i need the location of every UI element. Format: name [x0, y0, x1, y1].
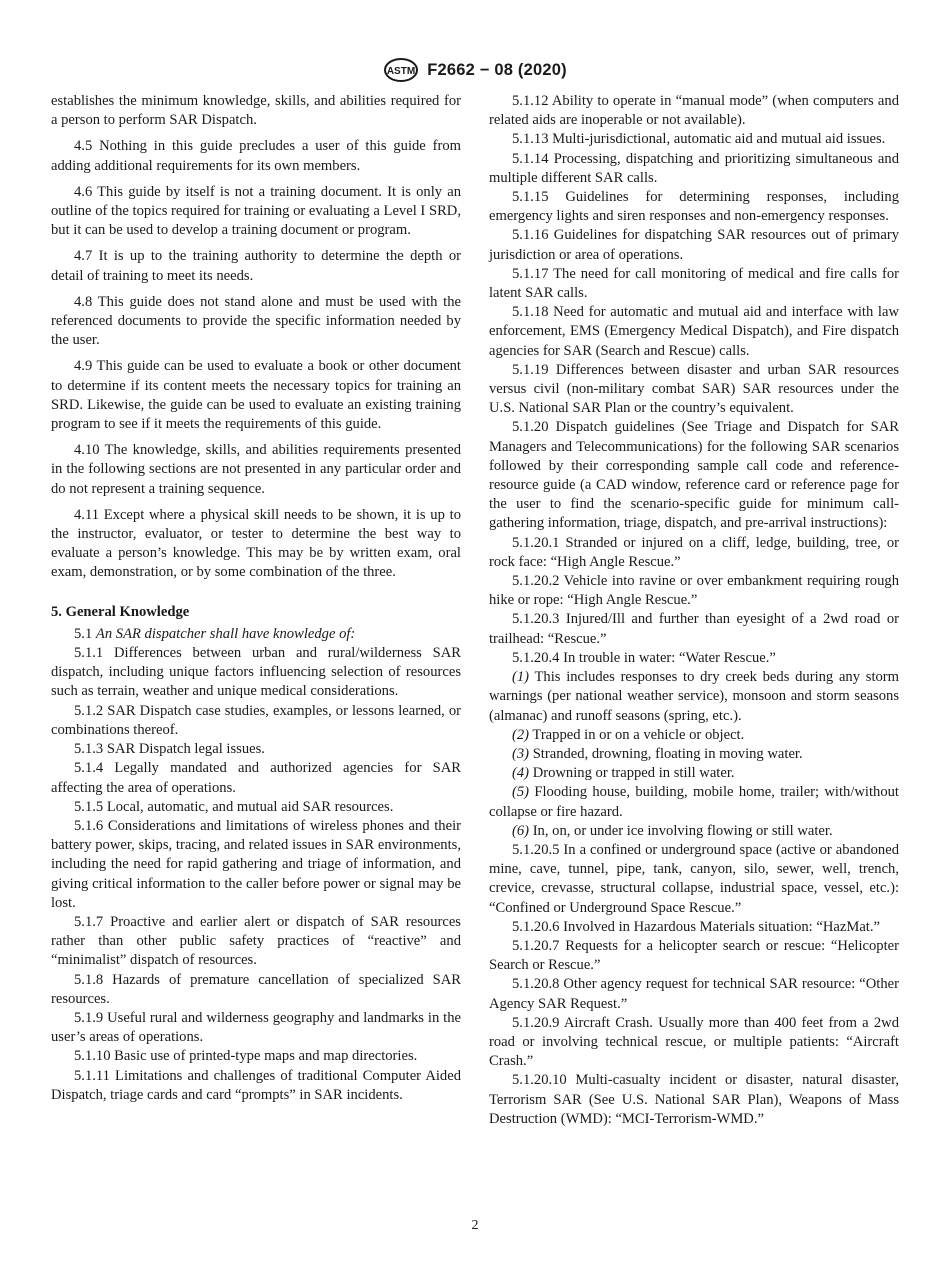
- paragraph: 4.7 It is up to the training authority to determine the depth or detail of training to meet its needs.: [51, 248, 461, 284]
- list-number: (1): [512, 669, 530, 686]
- list-text: Trapped in or on a vehicle or object.: [532, 726, 745, 743]
- paragraph: 5.1.20.7 Requests for a helicopter search or rescue: “Helicopter Search or Rescue.”: [489, 937, 899, 974]
- astm-logo-icon: [383, 58, 419, 82]
- paragraph: 5.1.13 Multi-jurisdictional, automatic aid and mutual aid issues.: [512, 131, 886, 148]
- list-number: (5): [512, 784, 530, 801]
- paragraph: 5.1.10 Basic use of printed-type maps and map directories.: [74, 1048, 418, 1065]
- standard-designation: F2662 − 08 (2020): [427, 60, 567, 79]
- paragraph: 5.1.20.3 Injured/Ill and further than eyesight of a 2wd road or trailhead: “Rescue.”: [489, 611, 899, 647]
- paragraph: 5.1.7 Proactive and earlier alert or dispatch of SAR resources rather than other public safety practices of “reactive” and “minimalist” dispatch of resources.: [51, 913, 461, 969]
- clause-number: 5.1: [74, 625, 93, 642]
- list-item: [489, 726, 899, 745]
- list-number: (6): [512, 822, 530, 839]
- paragraph: 4.11 Except where a physical skill needs to be shown, it is up to the instructor, evaluator, or tester to determine the best way to evaluate a person’s knowledge. This may be by written exam, oral exam, demonstration, or by some combination of the three.: [51, 506, 461, 581]
- paragraph: 5.1.12 Ability to operate in “manual mode” (when computers and related aids are inoperable or not available).: [489, 93, 899, 129]
- paragraph: 5.1.1 Differences between urban and rural/wilderness SAR dispatch, including unique factors influencing selection of resources such as terrain, weather and unique medical considerations.: [51, 645, 461, 700]
- paragraph: 5.1.20.1 Stranded or injured on a cliff, ledge, building, tree, or rock face: “High Angle Rescue.”: [489, 534, 899, 570]
- list-text: This includes responses to dry creek beds during any storm warnings (per national weather service), monsoon and storm seasons (almanac) and runoff seasons (spring, etc.).: [489, 669, 900, 724]
- page-header: [0, 57, 950, 83]
- paragraph: 5.1.20.6 Involved in Hazardous Materials situation: “HazMat.”: [512, 918, 880, 935]
- paragraph: 5.1.20.5 In a confined or underground space (active or abandoned mine, cave, tunnel, pipe, tank, canyon, silo, sewer, well, trench, crevice, crevasse, structural collapse, industrial space, vessel, etc.): “Confined or Underground Space Rescue.”: [489, 841, 899, 916]
- svg-text:ASTM: ASTM: [387, 66, 416, 77]
- paragraph: 4.10 The knowledge, skills, and abilities requirements presented in the following sections are not presented in any particular order and do not represent a training sequence.: [51, 442, 461, 497]
- paragraph: 4.5 Nothing in this guide precludes a user of this guide from adding additional requirements for its own members.: [51, 138, 461, 174]
- paragraph: 5.1.20.4 In trouble in water: “Water Rescue.”: [512, 649, 776, 666]
- paragraph: 5.1.5 Local, automatic, and mutual aid SAR resources.: [74, 798, 394, 815]
- paragraph: 5.1.17 The need for call monitoring of medical and fire calls for latent SAR calls.: [489, 265, 899, 302]
- paragraph: 5.1.16 Guidelines for dispatching SAR resources out of primary jurisdiction or area of operations.: [489, 227, 899, 263]
- paragraph: 5.1.20 Dispatch guidelines (See Triage and Dispatch for SAR Managers and Telecommunications) for the following SAR scenarios followed by their corresponding sample call code and reference-resource guide (a CAD window, reference card or reference page for the user to find the scenario-specific guide for minimum call-gathering information, triage, dispatch, and pre-arrival instructions):: [489, 419, 899, 532]
- paragraph: 5.1.20.2 Vehicle into ravine or over embankment requiring rough hike or rope: “High Angle Rescue.”: [489, 573, 899, 609]
- left-column: [51, 92, 461, 1105]
- list-item: [489, 764, 899, 783]
- list-text: Drowning or trapped in still water.: [532, 765, 735, 782]
- paragraph: 5.1.6 Considerations and limitations of wireless phones and their battery power, skips, tracing, and related issues in SAR environments, including the need for rapid gathering and triage of information, and giving critical information to the caller before power or signal may be lost.: [51, 817, 461, 911]
- paragraph: [51, 625, 461, 644]
- right-column: [489, 92, 899, 1129]
- paragraph: establishes the minimum knowledge, skills, and abilities required for a person to perform SAR Dispatch.: [51, 93, 461, 129]
- list-number: (3): [512, 745, 530, 762]
- list-number: (4): [512, 765, 530, 782]
- paragraph: 5.1.20.8 Other agency request for technical SAR resource: “Other Agency SAR Request.”: [489, 976, 899, 1012]
- list-item: [489, 783, 899, 821]
- paragraph: 4.6 This guide by itself is not a training document. It is only an outline of the topics required for training or evaluating a Level I SRD, but it can be used to develop a training document or program.: [51, 183, 461, 239]
- list-item: [489, 668, 899, 726]
- page-number: 2: [471, 1218, 479, 1233]
- paragraph: 5.1.18 Need for automatic and mutual aid and interface with law enforcement, EMS (Emergency Medical Dispatch), and Fire dispatch agencies for SAR (Search and Rescue) calls.: [489, 304, 899, 359]
- list-text: In, on, or under ice involving flowing or still water.: [532, 822, 833, 839]
- paragraph: 4.8 This guide does not stand alone and must be used with the referenced documents to provide the specific information needed by the user.: [51, 293, 461, 349]
- list-item: [489, 745, 899, 764]
- paragraph: 5.1.3 SAR Dispatch legal issues.: [74, 741, 265, 758]
- section-heading: 5. General Knowledge: [51, 603, 190, 620]
- paragraph: 5.1.20.10 Multi-casualty incident or disaster, natural disaster, Terrorism SAR (See U.S. National SAR Plan), Weapons of Mass Destruction (WMD): “MCI-Terrorism-WMD.”: [489, 1072, 899, 1127]
- paragraph: 5.1.15 Guidelines for determining responses, including emergency lights and siren responses and non-emergency responses.: [489, 189, 899, 225]
- clause-text: An SAR dispatcher shall have knowledge of:: [95, 625, 356, 642]
- paragraph: 5.1.2 SAR Dispatch case studies, examples, or lessons learned, or combinations thereof.: [51, 702, 461, 738]
- paragraph: 4.9 This guide can be used to evaluate a book or other document to determine if its content meets the necessary topics for training an SRD. Likewise, the guide can be used to evaluate an existing training program to see if it meets the requirements of this guide.: [51, 358, 461, 433]
- paragraph: 5.1.4 Legally mandated and authorized agencies for SAR affecting the area of operations.: [51, 760, 461, 796]
- paragraph: 5.1.19 Differences between disaster and urban SAR resources versus civil (non-military combat SAR) SAR resources under the U.S. National SAR Plan or the country’s equivalent.: [489, 361, 899, 417]
- list-text: Stranded, drowning, floating in moving water.: [532, 745, 803, 762]
- paragraph: 5.1.14 Processing, dispatching and prioritizing simultaneous and multiple different SAR calls.: [489, 150, 899, 186]
- paragraph: 5.1.11 Limitations and challenges of traditional Computer Aided Dispatch, triage cards and card “prompts” in SAR incidents.: [51, 1067, 461, 1103]
- list-number: (2): [512, 726, 530, 743]
- paragraph: 5.1.20.9 Aircraft Crash. Usually more than 400 feet from a 2wd road or involving technical rescue, or multiple patients: “Aircraft Crash.”: [489, 1014, 899, 1070]
- list-text: Flooding house, building, mobile home, trailer; with/without collapse or fire hazard.: [489, 784, 899, 820]
- paragraph: 5.1.9 Useful rural and wilderness geography and landmarks in the user’s areas of operations.: [51, 1009, 461, 1046]
- list-item: [489, 822, 899, 841]
- paragraph: 5.1.8 Hazards of premature cancellation of specialized SAR resources.: [51, 971, 461, 1007]
